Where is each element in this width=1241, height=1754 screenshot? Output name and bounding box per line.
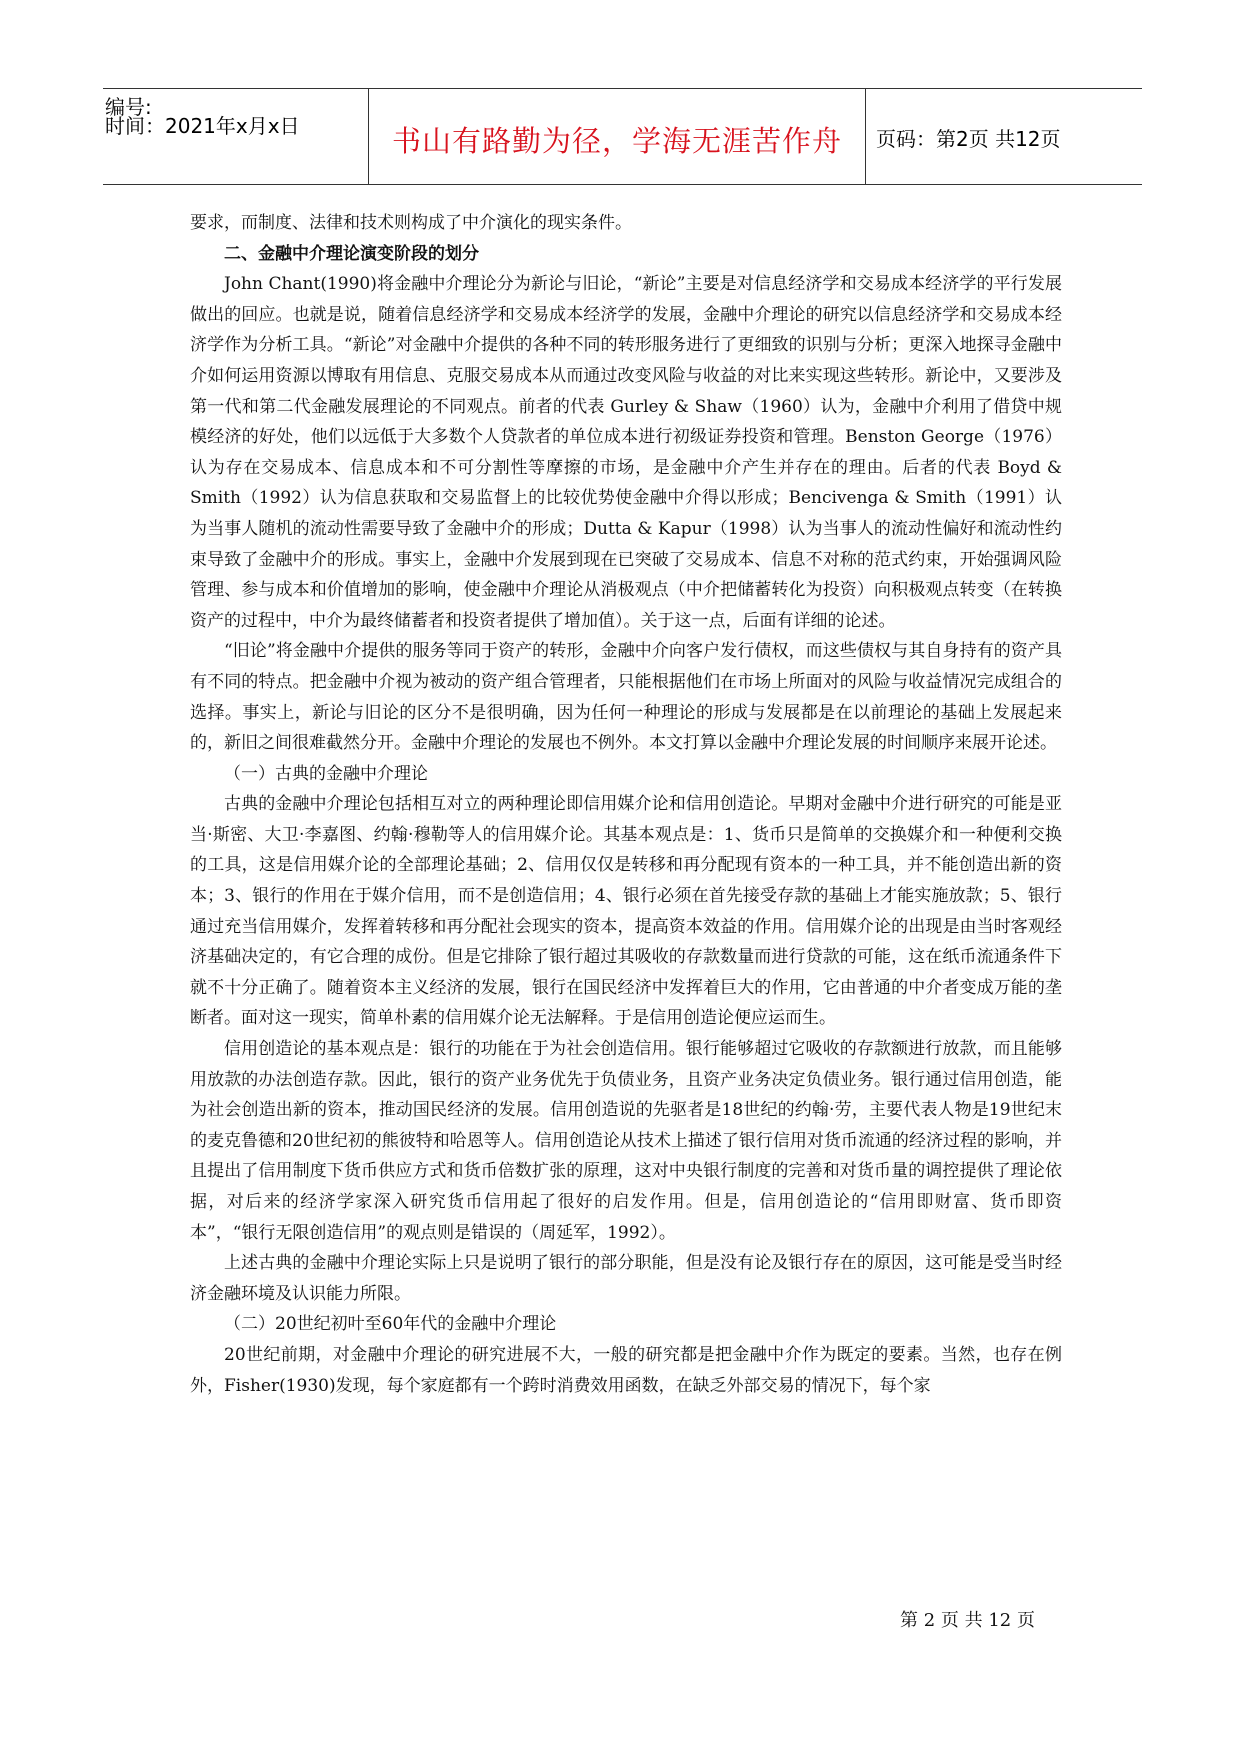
page-header [103,88,1142,185]
subsection-heading: （二）20世纪初叶至60年代的金融中介理论 [224,1314,557,1335]
header-right-cell [866,89,1142,184]
paragraph: 信用创造论的基本观点是：银行的功能在于为社会创造信用。银行能够超过它吸收的存款额进行放款，而且能够用放款的办法创造存款。因此，银行的资产业务优先于负债业务，且资产业务决定负债业务。银行通过信用创造，能为社会创造出新的资本，推动国民经济的发展。信用创造说的先驱者是18世纪的约翰·劳，主要代表人物是19世纪末的麦克鲁德和20世纪初的熊彼特和哈恩等人。信用创造论从技术上描述了银行信用对货币流通的经济过程的影响，并且提出了信用制度下货币供应方式和货币倍数扩张的原理，这对中央银行制度的完善和对货币量的调控提供了理论依据，对后来的经济学家深入研究货币信用起了很好的启发作用。但是，信用创造论的“信用即财富、货币即资本”，“银行无限创造信用”的观点则是错误的（周延军，1992）。 [190,1039,1062,1243]
header-left-cell [103,89,368,184]
page-footer: 第 2 页 共 12 页 [900,1610,1035,1631]
document-body [190,208,1062,1401]
header-slogan-cell [368,89,866,184]
header-slogan: 书山有路勤为径，学海无涯苦作舟 [391,124,842,158]
paragraph: John Chant(1990)将金融中介理论分为新论与旧论，“新论”主要是对信息经济学和交易成本经济学的平行发展做出的回应。也就是说，随着信息经济学和交易成本经济学的发展，金融中介理论的研究以信息经济学和交易成本经济学作为分析工具。“新论”对金融中介提供的各种不同的转形服务进行了更细致的识别与分析；更深入地探寻金融中介如何运用资源以博取有用信息、克服交易成本从而通过改变风险与收益的对比来实现这些转形。新论中，又要涉及第一代和第二代金融发展理论的不同观点。前者的代表 Gurley & Shaw（1960）认为，金融中介利用了借贷中规模经济的好处，他们以远低于大多数个人贷款者的单位成本进行初级证券投资和管理。Benston George（1976）认为存在交易成本、信息成本和不可分割性等摩擦的市场，是金融中介产生并存在的理由。后者的代表 Boyd & Smith（1992）认为信息获取和交易监督上的比较优势使金融中介得以形成；Bencivenga & Smith（1991）认为当事人随机的流动性需要导致了金融中介的形成；Dutta & Kapur（1998）认为当事人的流动性偏好和流动性约束导致了金融中介的形成。事实上，金融中介发展到现在已突破了交易成本、信息不对称的范式约束，开始强调风险管理、参与成本和价值增加的影响，使金融中介理论从消极观点（中介把储蓄转化为投资）向积极观点转变（在转换资产的过程中，中介为最终储蓄者和投资者提供了增加值）。关于这一点，后面有详细的论述。 [190,274,1062,631]
paragraph: 上述古典的金融中介理论实际上只是说明了银行的部分职能，但是没有论及银行存在的原因，这可能是受当时经济金融环境及认识能力所限。 [190,1253,1062,1304]
paragraph-continuation: 要求，而制度、法律和技术则构成了中介演化的现实条件。 [190,213,632,233]
paragraph: 古典的金融中介理论包括相互对立的两种理论即信用媒介论和信用创造论。早期对金融中介进行研究的可能是亚当·斯密、大卫·李嘉图、约翰·穆勒等人的信用媒介论。其基本观点是：1、货币只是简单的交换媒介和一种便利交换的工具，这是信用媒介论的全部理论基础；2、信用仅仅是转移和再分配现有资本的一种工具，并不能创造出新的资本；3、银行的作用在于媒介信用，而不是创造信用；4、银行必须在首先接受存款的基础上才能实施放款；5、银行通过充当信用媒介，发挥着转移和再分配社会现实的资本，提高资本效益的作用。信用媒介论的出现是由当时客观经济基础决定的，有它合理的成份。但是它排除了银行超过其吸收的存款数量而进行贷款的可能，这在纸币流通条件下就不十分正确了。随着资本主义经济的发展，银行在国民经济中发挥着巨大的作用，它由普通的中介者变成万能的垄断者。面对这一现实，简单朴素的信用媒介论无法解释。于是信用创造论便应运而生。 [190,794,1062,1029]
doc-time-label: 时间：2021年x月x日 [105,114,300,138]
header-page-label: 页码：第2页 共12页 [876,127,1061,151]
paragraph: 20世纪前期，对金融中介理论的研究进展不大，一般的研究都是把金融中介作为既定的要素。当然，也存在例外，Fisher(1930)发现，每个家庭都有一个跨时消费效用函数，在缺乏外部交易的情况下，每个家 [190,1344,1062,1396]
subsection-heading: （一）古典的金融中介理论 [224,763,428,784]
doc-code-label: 编号: [105,95,152,119]
paragraph: “旧论”将金融中介提供的服务等同于资产的转形，金融中介向客户发行债权，而这些债权与其自身持有的资产具有不同的特点。把金融中介视为被动的资产组合管理者，只能根据他们在市场上所面对的风险与收益情况完成组合的选择。事实上，新论与旧论的区分不是很明确，因为任何一种理论的形成与发展都是在以前理论的基础上发展起来的，新旧之间很难截然分开。金融中介理论的发展也不例外。本文打算以金融中介理论发展的时间顺序来展开论述。 [190,641,1062,754]
section-heading: 二、金融中介理论演变阶段的划分 [224,243,479,264]
